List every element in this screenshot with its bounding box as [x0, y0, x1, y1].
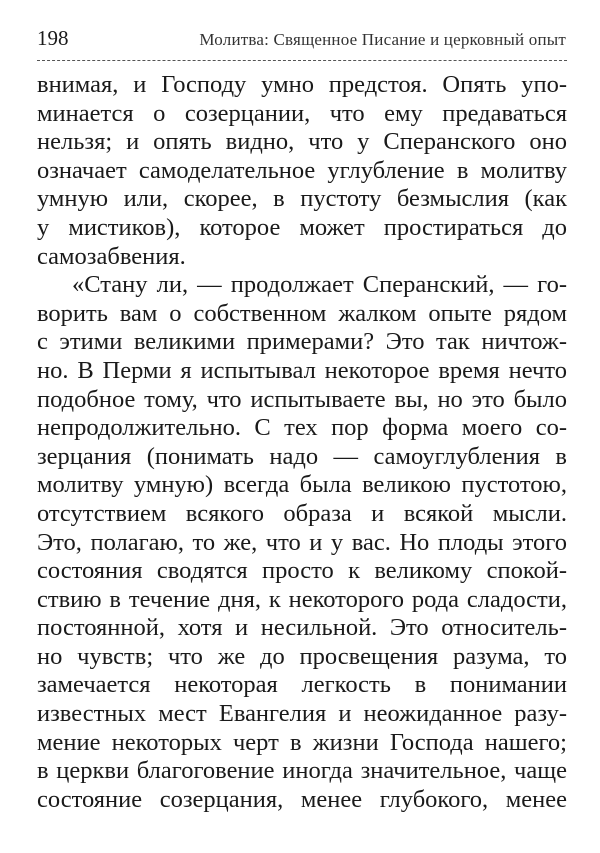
text-line: известных мест Евангелия и неожиданное разу- [37, 700, 567, 728]
running-title: Молитва: Священное Писание и церковный опыт [199, 30, 566, 49]
paragraph [37, 71, 567, 271]
text-line: отсутствием всякого образа и всякой мысли. [37, 499, 567, 527]
text-line: самозабвения. [37, 242, 186, 270]
text-line: Это, полагаю, то же, что и у вас. Но плоды этого [37, 528, 567, 556]
text-line: но чувств; что же до просвещения разума, то [37, 642, 567, 670]
text-line: нельзя; и опять видно, что у Сперанского оно [37, 128, 567, 156]
text-line: мение некоторых черт в жизни Господа нашего; [37, 728, 567, 756]
page-body [37, 71, 567, 814]
paragraph [37, 271, 567, 814]
text-line: ворить вам о собственном жалком опыте рядом [37, 299, 567, 327]
text-line: но. В Перми я испытывал некоторое время нечто [37, 356, 567, 384]
text-line: постоянной, хотя и несильной. Это относитель- [37, 614, 567, 642]
text-line: подобное тому, что испытываете вы, но это было [37, 385, 567, 413]
text-line: означает самоделательное углубление в молитву [37, 156, 567, 184]
text-line: у мистиков), которое может простираться до [37, 213, 567, 241]
text-line: умную или, скорее, в пустоту безмыслия (как [37, 185, 567, 213]
text-line: в церкви благоговение иногда значительное, чаще [37, 757, 567, 785]
text-line: минается о созерцании, что ему предаваться [37, 99, 567, 127]
text-line: состояние созерцания, менее глубокого, менее [37, 785, 567, 813]
text-line: с этими великими примерами? Это так ничтож- [37, 328, 567, 356]
page-number: 198 [37, 26, 69, 50]
text-line: непродолжительно. С тех пор форма моего со- [37, 414, 567, 442]
text-line: молитву умную) всегда была великою пустотою, [37, 471, 567, 499]
text-line: «Стану ли, — продолжает Сперанский, — го- [72, 271, 567, 299]
header-rule [37, 60, 567, 61]
text-line: состояния сводятся просто к великому спокой- [37, 557, 567, 585]
text-line: ствию в течение дня, к некоторого рода сладости, [37, 585, 567, 613]
text-line: зерцания (понимать надо — самоуглубления в [37, 442, 567, 470]
text-line: внимая, и Господу умно предстоя. Опять упо- [37, 71, 567, 98]
text-line: замечается некоторая легкость в понимании [37, 671, 567, 699]
